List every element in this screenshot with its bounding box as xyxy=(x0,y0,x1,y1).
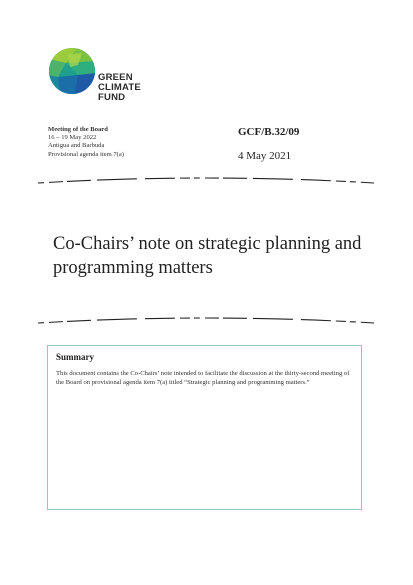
document-code: GCF/B.32/09 xyxy=(238,126,300,138)
logo-line-green: GREEN xyxy=(98,72,133,83)
logo-wordmark xyxy=(98,73,141,103)
meeting-dates: 16 – 19 May 2022 xyxy=(48,134,97,142)
document-date: 4 May 2021 xyxy=(238,150,292,162)
globe-icon xyxy=(48,47,96,95)
logo-line-climate: CLIMATE xyxy=(98,82,141,93)
logo-line-fund: FUND xyxy=(98,92,126,103)
document-reference xyxy=(238,125,299,163)
divider-wave-bottom xyxy=(30,316,382,326)
summary-box xyxy=(47,345,362,510)
meeting-info xyxy=(48,126,124,159)
summary-heading: Summary xyxy=(56,352,94,362)
divider-wave-top xyxy=(30,176,382,186)
document-title: Co-Chairs’ note on strategic planning and programming matters xyxy=(53,234,362,278)
meeting-agenda: Provisional agenda item 7(a) xyxy=(48,150,124,158)
meeting-title: Meeting of the Board xyxy=(48,126,108,133)
gcf-logo xyxy=(48,47,148,109)
summary-text: This document contains the Co-Chairs’ note intended to facilitate the discussion at the thirty-second meeting of the Board on provisional agenda item 7(a) titled “Strategic planning and programming matters.” xyxy=(56,370,350,386)
meeting-location: Antigua and Barbuda xyxy=(48,142,105,150)
